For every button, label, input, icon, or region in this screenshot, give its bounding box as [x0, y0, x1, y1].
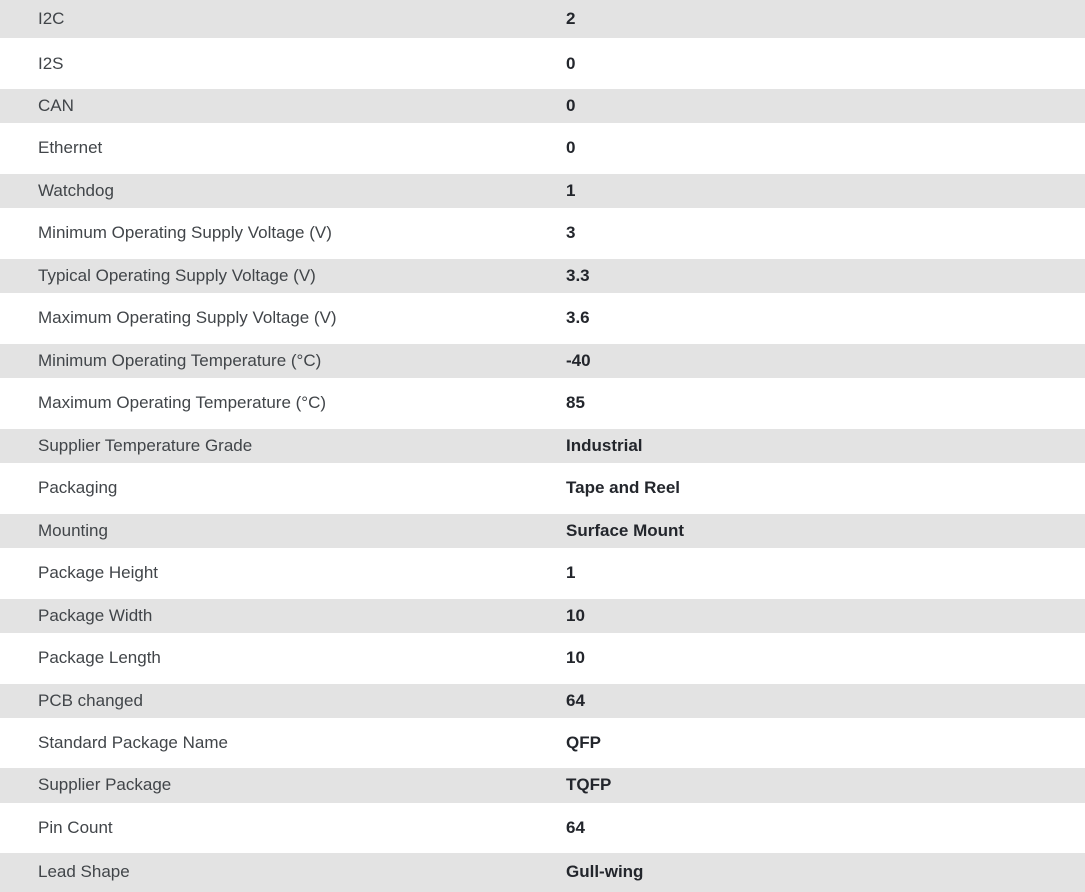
- table-row: [0, 722, 1085, 764]
- table-row: [0, 552, 1085, 594]
- table-row: [0, 212, 1085, 254]
- attribute-label: I2S: [38, 53, 64, 73]
- attribute-label: I2C: [38, 9, 65, 29]
- table-row: [0, 85, 1085, 127]
- attribute-label: Pin Count: [38, 817, 113, 837]
- table-row: [0, 127, 1085, 169]
- attribute-value: Industrial: [566, 435, 643, 455]
- table-row: [0, 637, 1085, 679]
- attribute-label: Maximum Operating Supply Voltage (V): [38, 308, 337, 328]
- attribute-label: Packaging: [38, 478, 118, 498]
- attribute-label: Maximum Operating Temperature (°C): [38, 393, 327, 413]
- table-row: [0, 680, 1085, 722]
- attribute-label: CAN: [38, 95, 74, 115]
- attribute-value: Gull-wing: [566, 862, 644, 882]
- attribute-value: 1: [566, 563, 576, 583]
- attribute-label: Package Length: [38, 648, 161, 668]
- attribute-value: 3: [566, 223, 576, 243]
- attribute-value: 64: [566, 690, 585, 710]
- table-row: [0, 425, 1085, 467]
- table-row: [0, 595, 1085, 637]
- table-row: [0, 340, 1085, 382]
- table-row: [0, 170, 1085, 212]
- attribute-label: Package Height: [38, 563, 159, 583]
- table-row: [0, 297, 1085, 339]
- attribute-value: 3.3: [566, 265, 590, 285]
- attribute-value: 0: [566, 95, 576, 115]
- table-row: [0, 764, 1085, 806]
- table-row: [0, 0, 1085, 42]
- table-row: [0, 467, 1085, 509]
- attribute-value: 0: [566, 138, 576, 158]
- attribute-value: TQFP: [566, 775, 612, 795]
- attribute-label: Package Width: [38, 605, 153, 625]
- attribute-label: Supplier Package: [38, 775, 172, 795]
- attribute-value: 3.6: [566, 308, 590, 328]
- attribute-value: QFP: [566, 733, 601, 752]
- attribute-label: Typical Operating Supply Voltage (V): [38, 265, 316, 285]
- attribute-label: PCB changed: [38, 690, 143, 710]
- attribute-value: 1: [566, 180, 576, 200]
- table-row: [0, 42, 1085, 84]
- attribute-label: Lead Shape: [38, 862, 130, 882]
- attribute-value: 0: [566, 53, 576, 73]
- attribute-label: Ethernet: [38, 138, 103, 158]
- attribute-value: Tape and Reel: [566, 478, 680, 498]
- attribute-label: Minimum Operating Supply Voltage (V): [38, 223, 332, 243]
- attribute-label: Standard Package Name: [38, 733, 228, 752]
- table-row: [0, 510, 1085, 552]
- attribute-label: Supplier Temperature Grade: [38, 435, 253, 455]
- attribute-label: Minimum Operating Temperature (°C): [38, 350, 322, 370]
- attribute-value: 2: [566, 9, 576, 29]
- attribute-value: Surface Mount: [566, 520, 685, 540]
- attribute-value: 10: [566, 648, 585, 668]
- attribute-value: 64: [566, 817, 585, 837]
- attribute-label: Mounting: [38, 520, 108, 540]
- table-row: [0, 382, 1085, 424]
- table-row: [0, 849, 1085, 891]
- attribute-value: 10: [566, 605, 585, 625]
- table-row: [0, 807, 1085, 849]
- attribute-value: 85: [566, 393, 585, 413]
- attribute-value: -40: [566, 350, 591, 370]
- table-row: [0, 255, 1085, 297]
- attribute-label: Watchdog: [38, 180, 114, 200]
